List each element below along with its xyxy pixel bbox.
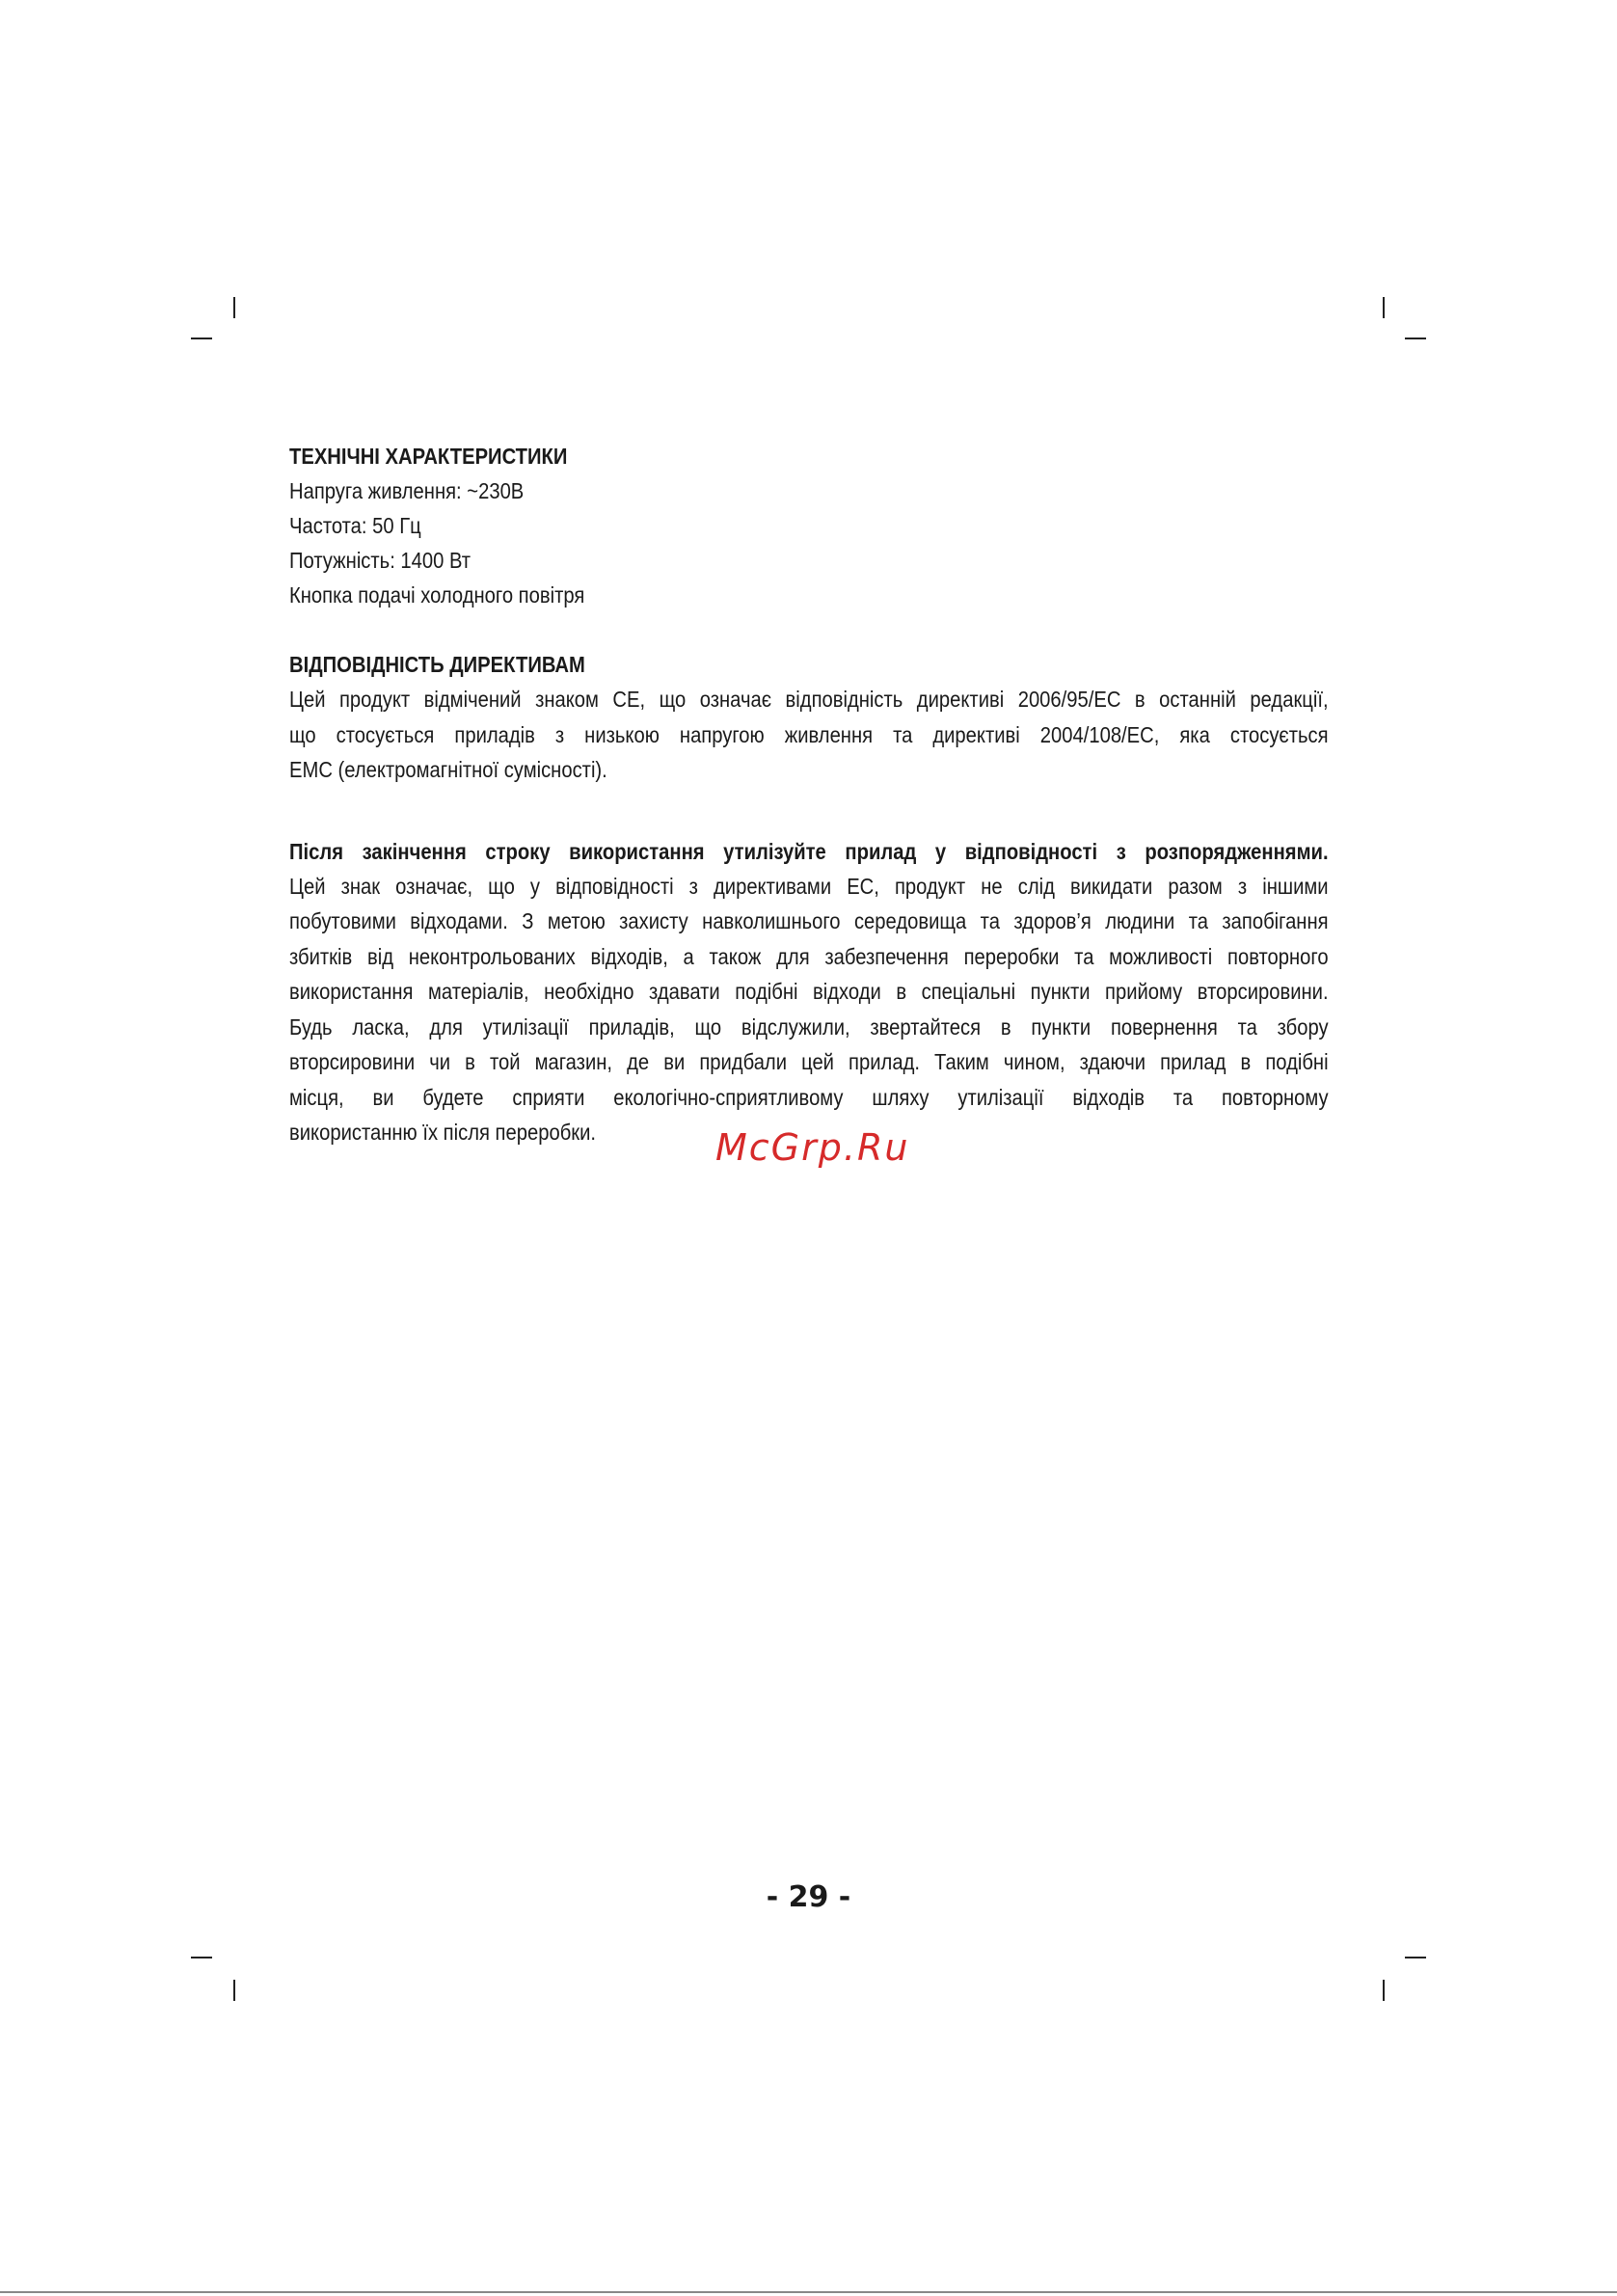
crop-mark-bottom-left-vertical — [233, 1980, 235, 2001]
disposal-line-text: побутовими відходами. З метою захисту навколишнього середовища та здоров’я людини та запобігання — [289, 908, 1329, 933]
directives-heading: ВІДПОВІДНІСТЬ ДИРЕКТИВАМ — [289, 652, 585, 677]
bottom-rule — [0, 2291, 1617, 2293]
watermark: McGrp.Ru — [715, 1126, 910, 1169]
spec-line-cold-air: Кнопка подачі холодного повітря — [289, 582, 585, 608]
disposal-line-text: використанню їх після переробки. — [289, 1120, 597, 1145]
disposal-heading-text: Після закінчення строку використання утилізуйте прилад у відповідності з розпорядженнями. — [289, 838, 1329, 864]
directives-line-text: ЕМС (електромагнітної сумісності). — [289, 757, 607, 782]
spec-line-power: Потужність: 1400 Вт — [289, 548, 472, 573]
disposal-line — [289, 904, 1329, 939]
disposal-heading — [289, 834, 1329, 869]
disposal-line-text: вторсировини чи в той магазин, де ви придбали цей прилад. Таким чином, здаючи прилад в подібні — [289, 1049, 1329, 1074]
directives-line-text: що стосується приладів з низькою напругою живлення та директиві 2004/108/ЕС, яка стосується — [289, 721, 1329, 747]
disposal-line — [289, 869, 1329, 905]
directives-line — [289, 752, 1329, 788]
crop-mark-top-right-vertical — [1383, 297, 1385, 318]
directives-line-text: Цей продукт відмічений знаком CE, що означає відповідність директиві 2006/95/ЕС в останній редакції, — [289, 687, 1329, 712]
disposal-line — [289, 1080, 1329, 1116]
crop-mark-top-right-horizontal — [1405, 338, 1426, 339]
crop-mark-bottom-left-horizontal — [191, 1957, 212, 1958]
disposal-line-text: Цей знак означає, що у відповідності з директивами ЕС, продукт не слід викидати разом з іншими — [289, 873, 1329, 899]
crop-mark-bottom-right-horizontal — [1405, 1957, 1426, 1958]
disposal-line-text: використання матеріалів, необхідно здавати подібні відходи в спеціальні пункти прийому вторсировини. — [289, 979, 1329, 1004]
directives-section — [289, 647, 1329, 788]
disposal-line — [289, 939, 1329, 975]
disposal-line-text: збитків від неконтрольованих відходів, а також для забезпечення переробки та можливості повторного — [289, 943, 1329, 969]
spec-line-voltage: Напруга живлення: ~230В — [289, 478, 525, 503]
spec-line-frequency: Частота: 50 Гц — [289, 513, 421, 538]
page-number: - 29 - — [766, 1880, 851, 1914]
disposal-line — [289, 1010, 1329, 1045]
specs-heading: ТЕХНІЧНІ ХАРАКТЕРИСТИКИ — [289, 444, 568, 469]
document-content — [289, 439, 1329, 1150]
crop-mark-top-left-vertical — [233, 297, 235, 318]
specs-section — [289, 439, 1329, 612]
crop-mark-bottom-right-vertical — [1383, 1980, 1385, 2001]
crop-mark-top-left-horizontal — [191, 338, 212, 339]
disposal-line-text: місця, ви будете сприяти екологічно-сприятливому шляху утилізації відходів та повторному — [289, 1084, 1329, 1110]
directives-line — [289, 682, 1329, 717]
disposal-line — [289, 1044, 1329, 1080]
directives-line — [289, 717, 1329, 753]
disposal-line — [289, 974, 1329, 1010]
disposal-section — [289, 834, 1329, 1150]
disposal-line-text: Будь ласка, для утилізації приладів, що відслужили, звертайтеся в пункти повернення та збору — [289, 1013, 1329, 1040]
